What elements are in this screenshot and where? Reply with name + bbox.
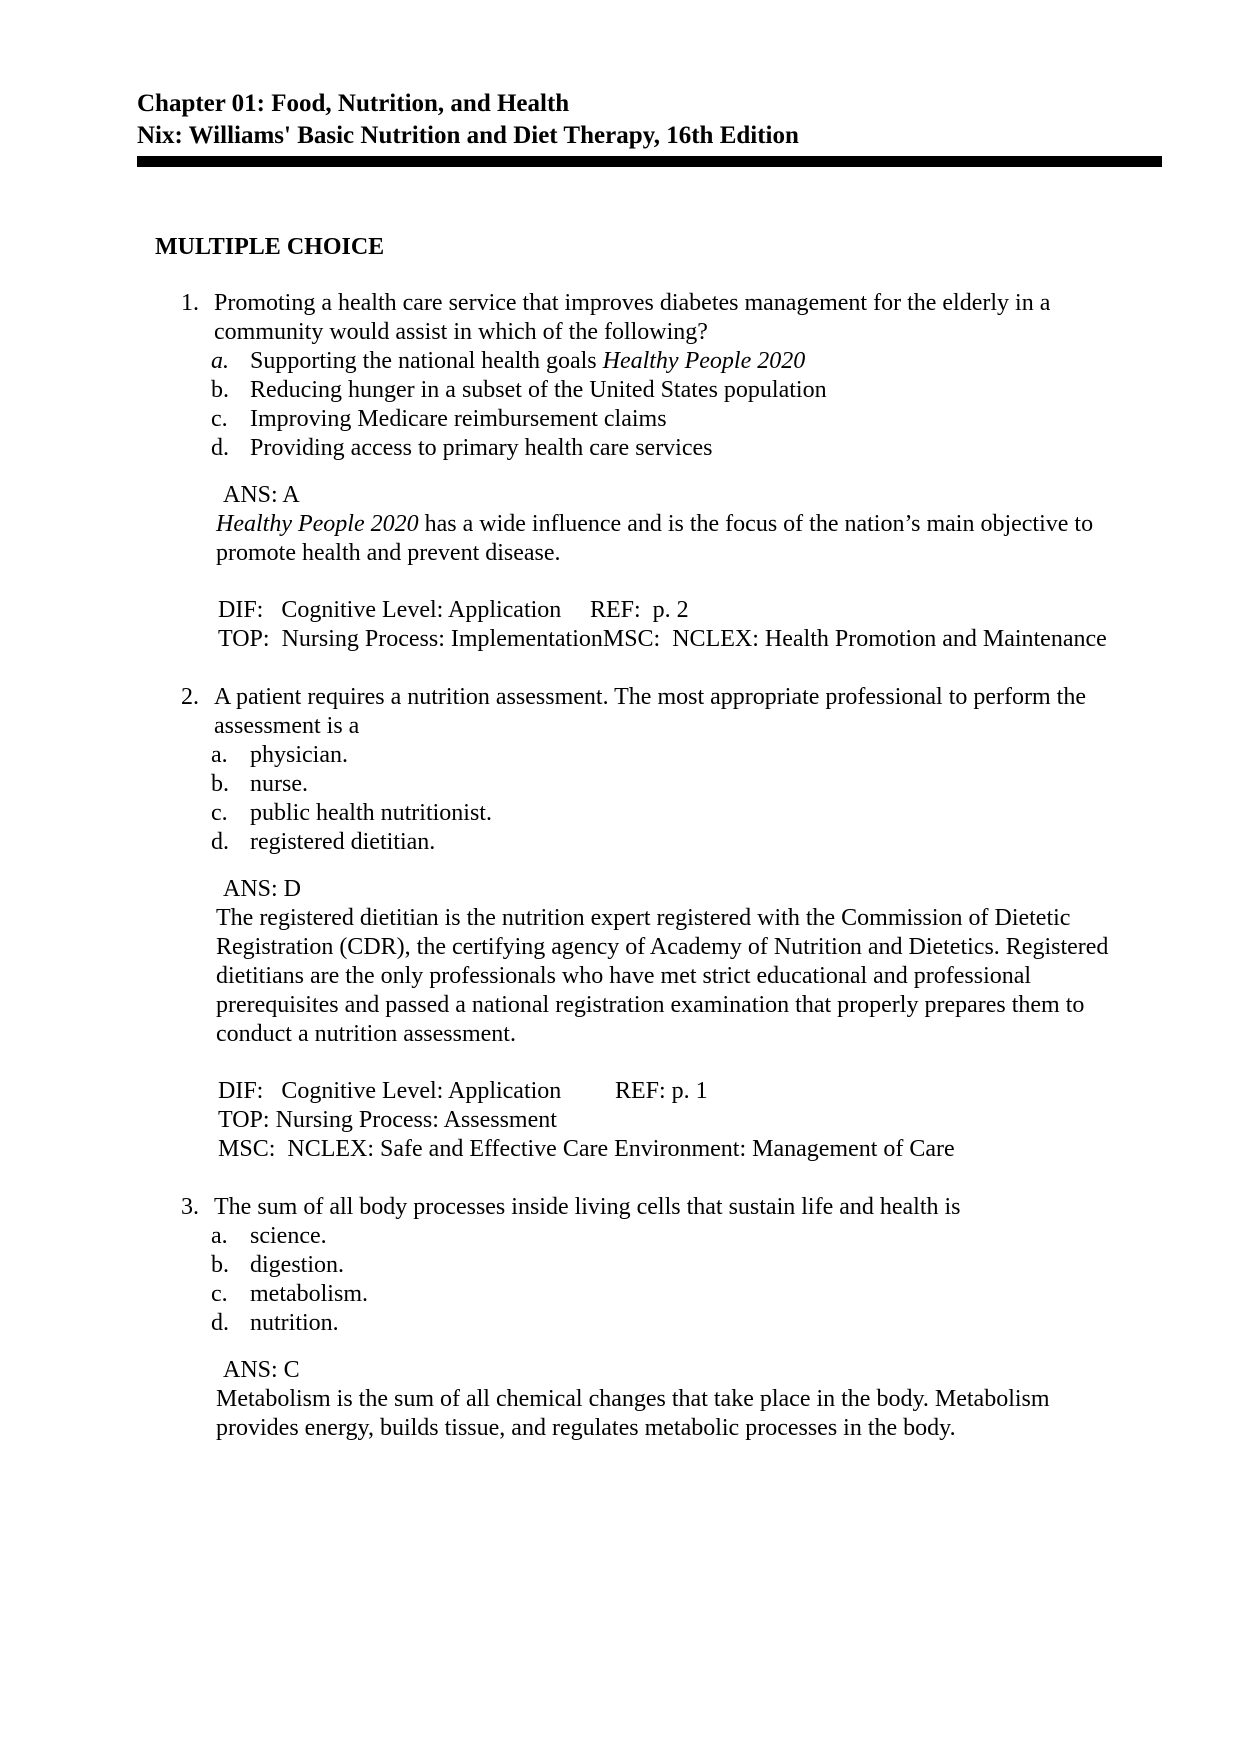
option-row <box>137 376 1162 405</box>
option-text <box>250 1251 344 1280</box>
meta-col1: MSC: NCLEX: Safe and Effective Care Environment: Management of Care <box>218 1136 955 1162</box>
meta-row <box>218 1135 1162 1164</box>
meta-row <box>218 1106 1162 1135</box>
option-text <box>250 1280 368 1309</box>
question-stem <box>214 683 1162 741</box>
question-stem-line <box>214 712 1162 741</box>
question-number: 3. <box>181 1194 199 1220</box>
option-letter: d. <box>211 1310 229 1336</box>
meta-col2: REF: p. 1 <box>615 1078 708 1104</box>
text-run: registered dietitian. <box>250 829 436 855</box>
rationale-line <box>216 933 1162 962</box>
meta-row <box>218 1077 1162 1106</box>
text-run: digestion. <box>250 1252 344 1278</box>
page-header <box>137 88 1162 167</box>
meta-block <box>218 1077 1162 1164</box>
chapter-title: Chapter 01: Food, Nutrition, and Health <box>137 90 570 117</box>
meta-col1: TOP: Nursing Process: Assessment <box>218 1107 557 1133</box>
header-rule <box>137 156 1162 167</box>
text-run: The sum of all body processes inside living cells that sustain life and health is <box>214 1194 961 1220</box>
question-number: 2. <box>181 684 199 710</box>
question-block <box>137 1193 1162 1443</box>
rationale-line <box>216 539 1162 568</box>
option-row <box>137 770 1162 799</box>
option-text <box>250 1222 327 1251</box>
option-text <box>250 741 348 770</box>
question-stem-line <box>214 318 1162 347</box>
italic-text-run: Healthy People 2020 <box>216 511 419 537</box>
rationale-line <box>216 1385 1162 1414</box>
option-letter: c. <box>211 800 228 826</box>
option-row <box>137 799 1162 828</box>
question-block <box>137 289 1162 654</box>
option-row <box>137 1251 1162 1280</box>
meta-row <box>218 596 1162 625</box>
answer-line: ANS: C <box>223 1357 300 1383</box>
text-run: Metabolism is the sum of all chemical changes that take place in the body. Metabolism <box>216 1386 1050 1412</box>
rationale-text <box>216 510 1162 568</box>
question-stem <box>214 289 1162 347</box>
meta-row <box>218 625 1162 654</box>
text-run: A patient requires a nutrition assessment. The most appropriate professional to perform the <box>214 684 1087 710</box>
option-letter: c. <box>211 406 228 432</box>
option-text <box>250 770 308 799</box>
text-run: The registered dietitian is the nutrition expert registered with the Commission of Dietetic <box>216 905 1071 931</box>
option-text <box>250 1309 339 1338</box>
option-letter: b. <box>211 771 229 797</box>
text-run: Registration (CDR), the certifying agency of Academy of Nutrition and Dietetics. Registered <box>216 934 1109 960</box>
text-run: physician. <box>250 742 348 768</box>
question-stem-line <box>214 289 1162 318</box>
option-letter: c. <box>211 1281 228 1307</box>
question-stem <box>214 1193 1162 1222</box>
options-list <box>137 741 1162 857</box>
meta-col1: TOP: Nursing Process: Implementation <box>218 626 603 652</box>
question-stem-row <box>137 1193 1162 1222</box>
text-run: community would assist in which of the following? <box>214 319 708 345</box>
answer-line: ANS: D <box>223 876 302 902</box>
option-text <box>250 828 435 857</box>
answer-line: ANS: A <box>223 482 300 508</box>
text-run: assessment is a <box>214 713 360 739</box>
option-letter: b. <box>211 1252 229 1278</box>
text-run: nurse. <box>250 771 308 797</box>
option-letter: b. <box>211 377 229 403</box>
rationale-line <box>216 510 1162 539</box>
option-row <box>137 741 1162 770</box>
option-letter: a. <box>211 742 228 768</box>
option-text <box>250 347 805 376</box>
option-row <box>137 1222 1162 1251</box>
text-run: Supporting the national health goals <box>250 348 603 374</box>
meta-col1: DIF: Cognitive Level: Application <box>218 597 562 623</box>
meta-col2: REF: p. 2 <box>590 597 689 623</box>
text-run: Providing access to primary health care services <box>250 435 713 461</box>
option-letter: a. <box>211 348 229 374</box>
text-run: prerequisites and passed a national registration examination that properly prepares them to <box>216 992 1085 1018</box>
option-row <box>137 347 1162 376</box>
question-stem-row <box>137 683 1162 741</box>
question-stem-line <box>214 1193 1162 1222</box>
text-run: dietitians are the only professionals who have met strict educational and professional <box>216 963 1032 989</box>
option-row <box>137 1280 1162 1309</box>
text-run: has a wide influence and is the focus of the nation’s main objective to <box>418 511 1094 537</box>
text-run: nutrition. <box>250 1310 339 1336</box>
question-number: 1. <box>181 290 199 316</box>
meta-col2: MSC: NCLEX: Health Promotion and Maintenance <box>602 626 1107 652</box>
option-row <box>137 1309 1162 1338</box>
rationale-line <box>216 1020 1162 1049</box>
question-stem-line <box>214 683 1162 712</box>
options-list <box>137 347 1162 463</box>
text-run: science. <box>250 1223 327 1249</box>
meta-block <box>218 596 1162 654</box>
option-letter: a. <box>211 1223 228 1249</box>
option-text <box>250 405 667 434</box>
text-run: provides energy, builds tissue, and regulates metabolic processes in the body. <box>216 1415 956 1441</box>
rationale-text <box>216 1385 1162 1443</box>
text-run: Reducing hunger in a subset of the United States population <box>250 377 827 403</box>
text-run: conduct a nutrition assessment. <box>216 1021 516 1047</box>
text-run: promote health and prevent disease. <box>216 540 561 566</box>
text-run: metabolism. <box>250 1281 368 1307</box>
question-stem-row <box>137 289 1162 347</box>
option-text <box>250 376 827 405</box>
option-text <box>250 434 713 463</box>
section-title: MULTIPLE CHOICE <box>155 234 385 260</box>
question-block <box>137 683 1162 1164</box>
rationale-line <box>216 962 1162 991</box>
rationale-line <box>216 991 1162 1020</box>
options-list <box>137 1222 1162 1338</box>
italic-text-run: Healthy People 2020 <box>602 348 806 374</box>
rationale-line <box>216 1414 1162 1443</box>
text-run: Improving Medicare reimbursement claims <box>250 406 667 432</box>
text-run: public health nutritionist. <box>250 800 492 826</box>
questions-list <box>137 289 1162 1443</box>
meta-col1: DIF: Cognitive Level: Application <box>218 1078 562 1104</box>
rationale-text <box>216 904 1162 1049</box>
option-row <box>137 405 1162 434</box>
book-title: Nix: Williams' Basic Nutrition and Diet Therapy, 16th Edition <box>137 122 799 149</box>
option-row <box>137 434 1162 463</box>
rationale-line <box>216 904 1162 933</box>
option-row <box>137 828 1162 857</box>
option-letter: d. <box>211 829 229 855</box>
text-run: Promoting a health care service that improves diabetes management for the elderly in a <box>214 290 1051 316</box>
option-text <box>250 799 492 828</box>
option-letter: d. <box>211 435 229 461</box>
